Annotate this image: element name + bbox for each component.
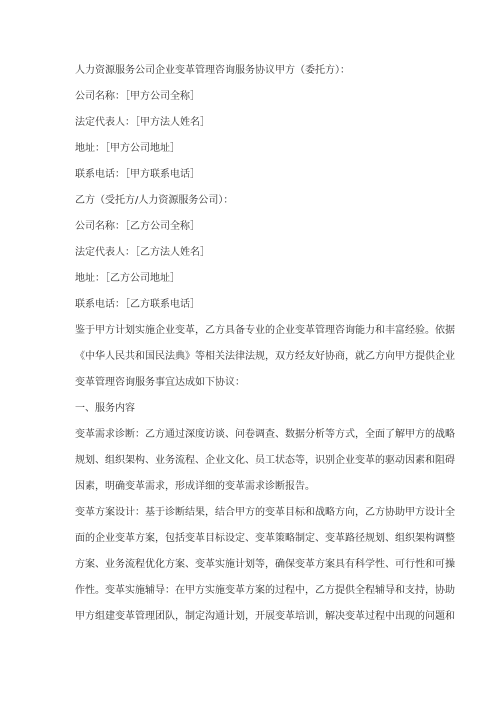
preamble-line: 变革管理咨询服务事宜达成如下协议：	[75, 377, 245, 388]
design-line: 作性。变革实施辅导：在甲方实施变革方案的过程中，乙方提供全程辅导和支持，协助	[75, 585, 455, 596]
preamble-line: 《中华人民共和国民法典》等相关法律法规，双方经友好协商，就乙方向甲方提供企业	[75, 351, 455, 362]
party-b-representative: 法定代表人：［乙方法人姓名］	[75, 247, 210, 258]
party-b-heading: 乙方（受托方/人力资源服务公司）：	[75, 195, 234, 206]
document-heading: 人力资源服务公司企业变革管理咨询服务协议甲方（委托方）：	[75, 65, 350, 76]
preamble-line: 鉴于甲方计划实施企业变革，乙方具备专业的企业变革管理咨询能力和丰富经验。依据	[75, 325, 455, 336]
party-a-address: 地址：［甲方公司地址］	[75, 143, 180, 154]
diagnosis-paragraph	[75, 428, 455, 494]
design-line: 方案、业务流程优化方案、变革实施计划等，确保变革方案具有科学性、可行性和可操	[75, 559, 455, 570]
party-b-address: 地址：［乙方公司地址］	[75, 273, 180, 284]
design-line: 变革方案设计：基于诊断结果，结合甲方的变革目标和战略方向，乙方协助甲方设计全	[75, 507, 455, 518]
document-page	[75, 64, 455, 636]
party-a-phone: 联系电话：［甲方联系电话］	[75, 169, 200, 180]
design-line: 甲方组建变革管理团队，制定沟通计划，开展变革培训，解决变革过程中出现的问题和	[75, 611, 455, 622]
diagnosis-line: 规划、组织架构、业务流程、企业文化、员工状态等，识别企业变革的驱动因素和阻碍	[75, 455, 455, 466]
preamble-paragraph	[75, 324, 455, 390]
party-a-company: 公司名称：［甲方公司全称］	[75, 91, 200, 102]
diagnosis-line: 变革需求诊断：乙方通过深度访谈、问卷调查、数据分析等方式，全面了解甲方的战略	[75, 429, 455, 440]
design-paragraph	[75, 506, 455, 624]
party-b-company: 公司名称：［乙方公司全称］	[75, 221, 200, 232]
design-line: 面的企业变革方案，包括变革目标设定、变革策略制定、变革路径规划、组织架构调整	[75, 533, 455, 544]
party-a-representative: 法定代表人：［甲方法人姓名］	[75, 117, 210, 128]
party-b-phone: 联系电话：［乙方联系电话］	[75, 299, 200, 310]
section-1-title: 一、服务内容	[75, 403, 135, 414]
diagnosis-line: 因素，明确变革需求，形成详细的变革需求诊断报告。	[75, 481, 315, 492]
